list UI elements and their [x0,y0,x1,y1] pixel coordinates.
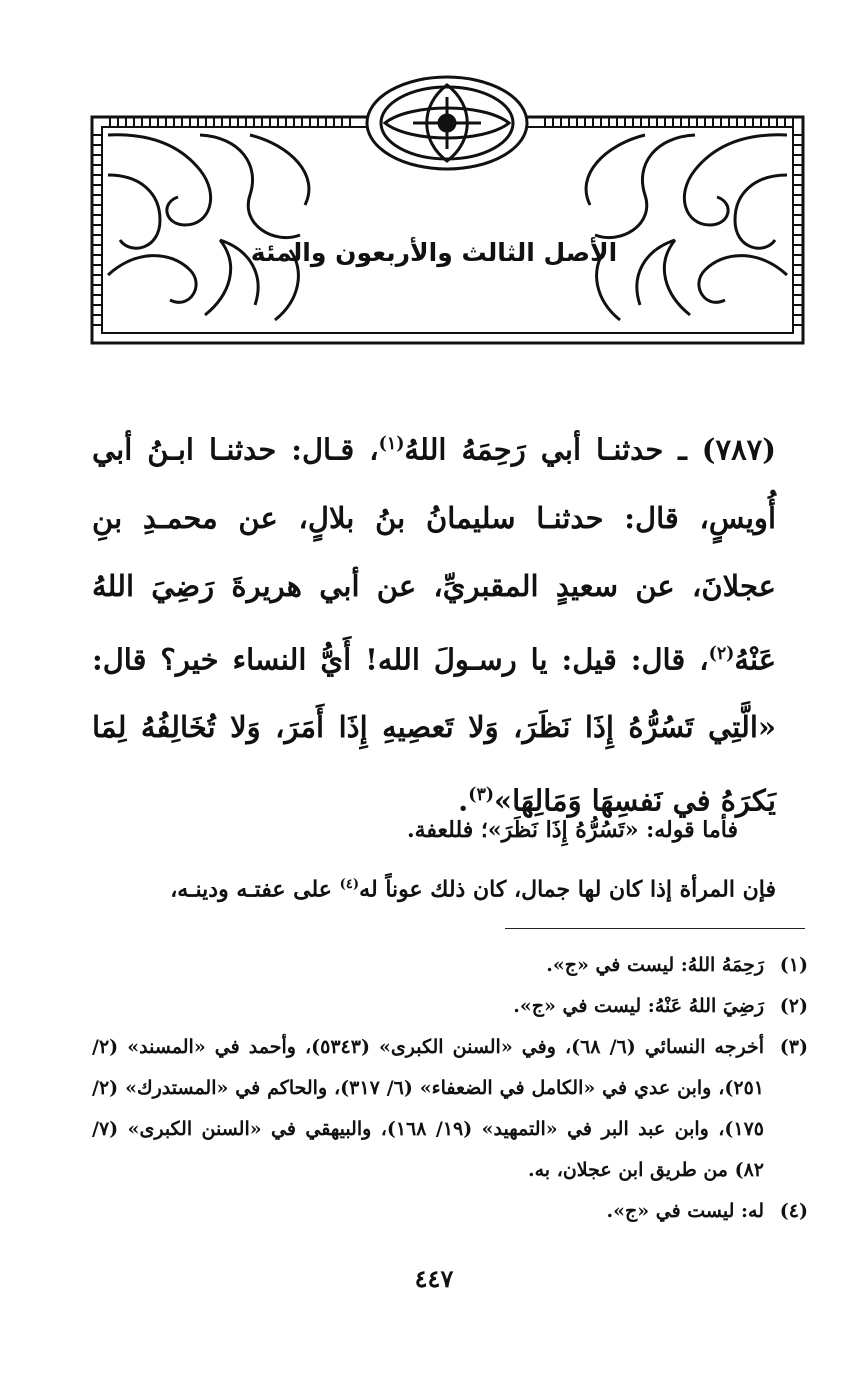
footnotes [92,945,808,1232]
hadith-text-part-1: ـ حدثنـا أبي رَحِمَهُ اللهُ [404,432,702,467]
footnote-item [92,1191,808,1232]
footnote-text: رَضِيَ اللهُ عَنْهُ: ليست في «ج». [513,995,764,1017]
footnote-item [92,986,808,1027]
right-arabesque-ornament [586,135,787,320]
central-rosette-ornament [367,77,527,169]
footnote-ref-2[interactable]: (٢) [708,643,735,664]
commentary-line-2 [92,870,776,904]
footnote-text: له: ليست في «ج». [606,1200,764,1222]
footnote-item [92,945,808,986]
footnote-number: (٤) [779,1200,808,1222]
footnote-text: أخرجه النسائي (٦/ ٦٨)، وفي «السنن الكبرى» (٥٣٤٣)، وأحمد في «المسند» (٢/ ٢٥١)، وابن عدي في «الكامل في الضعفاء» (٦/ ٣١٧)، والحاكم في «المستدرك» (٢/ ١٧٥)، وابن عبد البر في «التمهيد» (١٩/ ١٦٨)، والبيهقي في «السنن الكبرى» (٧/ ٨٢) من طريق ابن عجلان، به. [92,1036,764,1181]
footnote-number: (٣) [779,1036,808,1058]
commentary-line-2b: على عفتـه ودينـه، [170,876,340,903]
hadith-text-part-2: ، قـال: حدثنـا ابـنُ أبي أُويسٍ، قال: حدثنـا سليمانُ بنُ بلالٍ، عن محمـدِ بنِ عجلانَ، عن سعيدٍ المقبريِّ، عن أبي هريرةَ رَضِيَ اللهُ عَنْهُ [92,432,776,677]
commentary-line-1: فأما قوله: «تَسُرُّهُ إِذَا نَظَرَ»؛ فللعفة. [406,817,738,843]
footnote-number: (١) [779,954,808,976]
footnote-item [92,1027,808,1191]
commentary-line-2a: فإن المرأة إذا كان لها جمال، كان ذلك عوناً له [359,876,776,903]
left-arabesque-ornament [108,135,309,320]
footnote-separator [505,928,805,929]
footnote-ref-1[interactable]: (١) [378,434,405,454]
footnote-ref-4[interactable]: (٤) [339,877,360,892]
page-number: ٤٤٧ [414,1264,454,1293]
footnote-ref-3[interactable]: (٣) [468,785,495,806]
hadith-text-part-4: . [458,783,469,818]
hadith-number: (٧٨٧) [701,432,776,467]
ornamental-header-frame [90,75,805,345]
chapter-title: الأصل الثالث والأربعون والمئة [250,238,618,267]
footnote-number: (٢) [779,995,808,1017]
hadith-text-part-3: ، قال: قيل: يا رسـولَ الله! أَيُّ النساء خير؟ قال: «الَّتِي تَسُرُّهُ إِذَا نَظَرَ، وَلا تَعصِيهِ إِذَا أَمَرَ، وَلا تُخَالِفُهُ لِمَا يَكرَهُ في نَفسِهَا وَمَالِهَا» [92,642,776,818]
hadith-text [92,410,776,835]
footnote-text: رَحِمَهُ اللهُ: ليست في «ج». [546,954,764,976]
